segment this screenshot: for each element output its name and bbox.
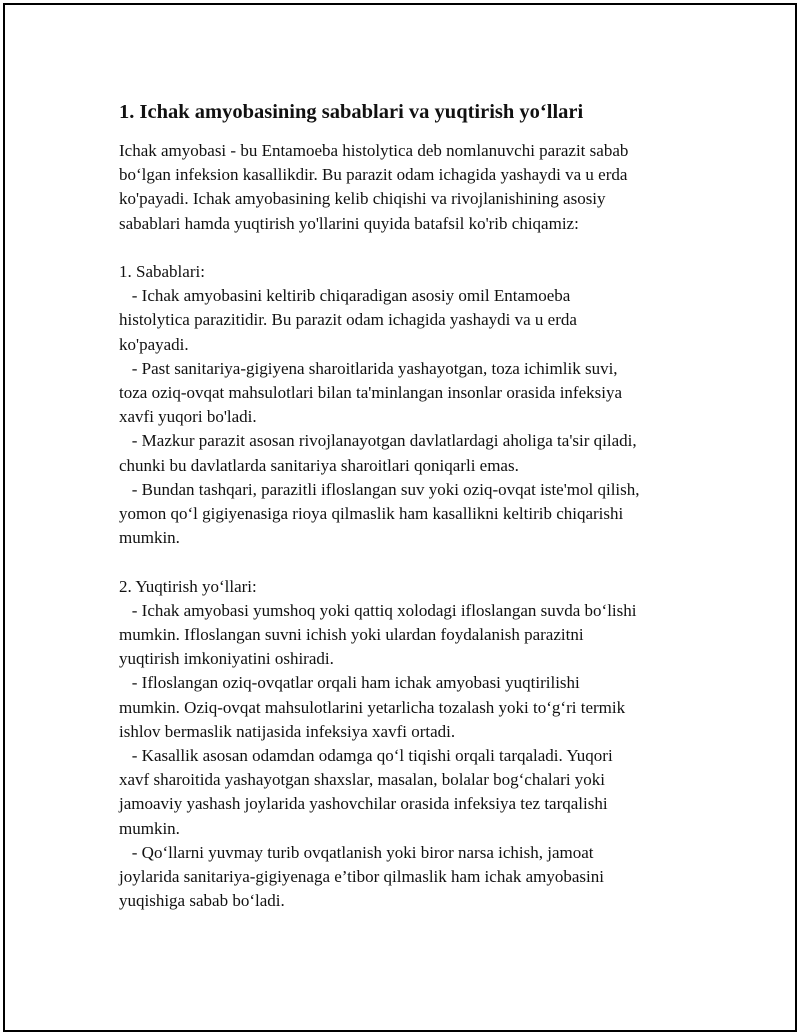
document-body: Ichak amyobasi - bu Entamoeba histolytica deb nomlanuvchi parazit sabab bo‘lgan infeksion kasallikdir. Bu parazit odam ichagida yashaydi va u erda ko'payadi. Ichak amyobasining kelib chiqishi va rivojlanishining asosiy sabablari hamda yuqtirish yo'llarini quyida batafsil ko'rib chiqamiz: 1. Sabablari: - Ichak amyobasini keltirib chiqaradigan asosiy omil Entamoeba histolytica parazitidir. Bu parazit odam ichagida yashaydi va u erda ko'payadi. - Past sanitariya-gigiyena sharoitlarida yashayotgan, toza ichimlik suvi, toza oziq-ovqat mahsulotlari bilan ta'minlangan insonlar orasida infeksiya xavfi yuqori bo'ladi. - Mazkur parazit asosan rivojlanayotgan davlatlardagi aholiga ta'sir qiladi, chunki bu davlatlarda sanitariya sharoitlari qoniqarli emas. - Bundan tashqari, parazitli ifloslangan suv yoki oziq-ovqat iste'mol qilish, yomon qo‘l gigiyenasiga rioya qilmaslik ham kasallikni keltirib chiqarishi mumkin. 2. Yuqtirish yo‘llari: - Ichak amyobasi yumshoq yoki qattiq xolodagi ifloslangan suvda bo‘lishi mumkin. Ifloslangan suvni ichish yoki ulardan foydalanish parazitni yuqtirish imkoniyatini oshiradi. - Ifloslangan oziq-ovqatlar orqali ham ichak amyobasi yuqtirilishi mumkin. Oziq-ovqat mahsulotlarini yetarlicha tozalash yoki to‘g‘ri termik ishlov bermaslik natijasida infeksiya xavfi ortadi. - Kasallik asosan odamdan odamga qo‘l tiqishi orqali tarqaladi. Yuqori xavf sharoitida yashayotgan shaxslar, masalan, bolalar bog‘chalari yoki jamoaviy yashash joylarida yashovchilar orasida infeksiya tez tarqalishi mumkin. - Qo‘llarni yuvmay turib ovqatlanish yoki biror narsa ichish, jamoat joylarida sanitariya-gigiyenaga e’tibor qilmaslik ham ichak amyobasini yuqishiga sabab bo‘ladi. xyxy=(119,141,640,911)
document-title: 1. Ichak amyobasining sabablari va yuqtirish yo‘llari xyxy=(119,101,584,123)
page-frame xyxy=(3,3,797,1032)
document-content xyxy=(119,99,699,914)
